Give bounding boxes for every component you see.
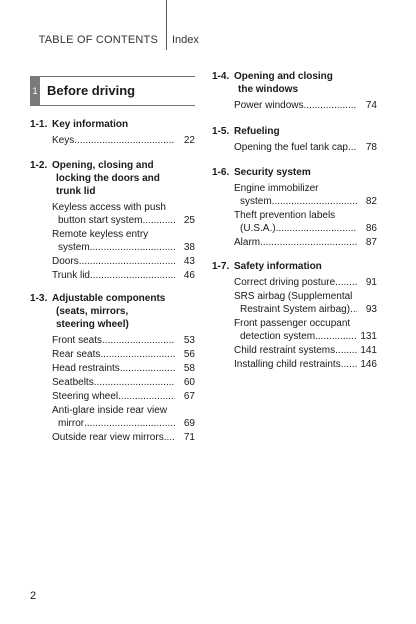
- section-number: 1-4.: [212, 71, 230, 82]
- dot-leader: [341, 358, 357, 371]
- section-number: 1-3.: [30, 293, 48, 304]
- entry-text: Theft prevention labels: [234, 210, 336, 221]
- section-heading: [30, 292, 195, 331]
- entry-page-number: 74: [365, 100, 377, 111]
- entry-text: mirror: [58, 418, 85, 429]
- entry-list: [212, 99, 377, 112]
- entry-line: [52, 334, 195, 347]
- entry-text: system: [58, 242, 90, 253]
- dot-leader: [90, 241, 175, 254]
- entry-text: Remote keyless entry: [52, 229, 149, 240]
- toc-entry[interactable]: [212, 99, 377, 112]
- entry-text: Rear seats: [52, 349, 101, 360]
- entry-page-number: 93: [365, 304, 377, 315]
- entry-page-number: 38: [183, 242, 195, 253]
- toc-entry[interactable]: [30, 431, 195, 444]
- section-title: [52, 118, 195, 131]
- entry-page-number: 146: [360, 359, 377, 370]
- section-number: 1-6.: [212, 167, 230, 178]
- index-link[interactable]: Index: [172, 34, 199, 46]
- dot-leader: [90, 269, 175, 282]
- section-1-3: [30, 292, 195, 445]
- dot-leader: [303, 99, 357, 112]
- entry-text: SRS airbag (Supplemental: [234, 291, 353, 302]
- section-title-line: Key information: [52, 119, 129, 130]
- entry-page-number: 91: [365, 277, 377, 288]
- entry-text: Installing child restraints: [234, 359, 341, 370]
- dot-leader: [335, 344, 357, 357]
- entry-text: Trunk lid: [52, 270, 90, 281]
- dot-leader: [142, 214, 175, 227]
- dot-leader: [276, 222, 357, 235]
- entry-line: [52, 255, 195, 268]
- entry-page-number: 141: [360, 345, 377, 356]
- entry-line: [234, 358, 377, 371]
- toc-entry[interactable]: [212, 236, 377, 249]
- entry-list: [212, 141, 377, 154]
- page-number: 2: [30, 590, 37, 602]
- entry-text: Front passenger occupant: [234, 318, 351, 329]
- entry-line: [234, 276, 377, 289]
- section-title-line: the windows: [238, 84, 298, 95]
- toc-entry[interactable]: [212, 276, 377, 289]
- toc-label[interactable]: TABLE OF CONTENTS: [38, 34, 158, 46]
- entry-text: Outside rear view mirrors: [52, 432, 164, 443]
- entry-list: [212, 276, 377, 371]
- entry-line: [234, 222, 377, 235]
- section-1-1: [30, 118, 195, 148]
- dot-leader: [74, 134, 175, 147]
- section-heading: [212, 70, 377, 96]
- entry-line: [234, 195, 377, 208]
- entry-line: [52, 362, 195, 375]
- entry-text: Head restraints: [52, 363, 120, 374]
- entry-line: [52, 376, 195, 389]
- entry-text: Engine immobilizer: [234, 183, 319, 194]
- entry-text: Opening the fuel tank cap: [234, 142, 348, 153]
- entry-page-number: 60: [183, 377, 195, 388]
- section-heading: [212, 125, 377, 138]
- entry-page-number: 82: [365, 196, 377, 207]
- toc-entry[interactable]: [212, 182, 377, 208]
- entry-text: Anti-glare inside rear view: [52, 405, 168, 416]
- section-1-6: [212, 166, 377, 250]
- dot-leader: [100, 348, 175, 361]
- section-number: 1-7.: [212, 261, 230, 272]
- entry-page-number: 87: [365, 237, 377, 248]
- toc-entry[interactable]: [30, 348, 195, 361]
- section-title-line: steering wheel): [56, 319, 129, 330]
- entry-page-number: 58: [183, 363, 195, 374]
- entry-list: [30, 201, 195, 282]
- entry-text: Steering wheel: [52, 391, 119, 402]
- entry-line: [52, 269, 195, 282]
- entry-text: Restraint System airbag): [240, 304, 351, 315]
- entry-line: [234, 99, 377, 112]
- dot-leader: [120, 362, 175, 375]
- entry-page-number: 86: [365, 223, 377, 234]
- entry-list: [30, 334, 195, 444]
- dot-leader: [164, 431, 175, 444]
- section-heading: [212, 166, 377, 179]
- entry-text: detection system: [240, 331, 316, 342]
- entry-text: Doors: [52, 256, 79, 267]
- dot-leader: [84, 417, 175, 430]
- section-1-4: [212, 70, 377, 113]
- dot-leader: [260, 236, 357, 249]
- section-title-line: Opening, closing and: [52, 160, 154, 171]
- section-number: 1-2.: [30, 160, 48, 171]
- toc-entry[interactable]: [212, 358, 377, 371]
- entry-line: [234, 303, 377, 316]
- dot-leader: [102, 334, 175, 347]
- entry-page-number: 131: [360, 331, 377, 342]
- toc-entry[interactable]: [212, 141, 377, 154]
- section-title: [52, 159, 195, 198]
- entry-page-number: 46: [183, 270, 195, 281]
- section-title: [234, 166, 377, 179]
- entry-text: button start system: [58, 215, 143, 226]
- entry-line: [52, 431, 195, 444]
- section-number: 1-5.: [212, 126, 230, 137]
- section-title-line: locking the doors and: [56, 173, 160, 184]
- toc-entry[interactable]: [30, 228, 195, 254]
- section-title-line: Refueling: [234, 126, 280, 137]
- dot-leader: [272, 195, 357, 208]
- toc-entry[interactable]: [212, 290, 377, 316]
- entry-line: [52, 241, 195, 254]
- chapter-tab: [30, 76, 195, 106]
- entry-text: Power windows: [234, 100, 304, 111]
- entry-page-number: 43: [183, 256, 195, 267]
- entry-line: [52, 417, 195, 430]
- entry-line: [234, 330, 377, 343]
- section-title: [234, 70, 377, 96]
- toc-entry[interactable]: [30, 269, 195, 282]
- section-title: [234, 125, 377, 138]
- entry-line: [52, 348, 195, 361]
- section-title-line: Security system: [234, 167, 311, 178]
- section-heading: [30, 159, 195, 198]
- toc-entry[interactable]: [30, 390, 195, 403]
- section-number: 1-1.: [30, 119, 48, 130]
- entry-text: (U.S.A.): [240, 223, 276, 234]
- entry-list: [212, 182, 377, 249]
- toc-entry[interactable]: [30, 376, 195, 389]
- section-title: [52, 292, 195, 331]
- entry-text: Keyless access with push: [52, 202, 166, 213]
- section-title-line: Adjustable components: [52, 293, 166, 304]
- section-title: [234, 260, 377, 273]
- entry-page-number: 78: [365, 142, 377, 153]
- toc-entry[interactable]: [30, 255, 195, 268]
- entry-text: Child restraint systems: [234, 345, 336, 356]
- section-1-2: [30, 159, 195, 283]
- chapter-title: Before driving: [47, 83, 136, 98]
- section-title-line: (seats, mirrors,: [56, 306, 129, 317]
- dot-leader: [335, 276, 357, 289]
- entry-page-number: 22: [183, 135, 195, 146]
- section-1-7: [212, 260, 377, 372]
- toc-entry[interactable]: [212, 209, 377, 235]
- entry-line: [234, 236, 377, 249]
- dot-leader: [94, 376, 175, 389]
- section-heading: [30, 118, 195, 131]
- entry-line: [234, 141, 377, 154]
- entry-text: Correct driving posture: [234, 277, 336, 288]
- section-heading: [212, 260, 377, 273]
- entry-line: [52, 390, 195, 403]
- entry-page-number: 56: [183, 349, 195, 360]
- dot-leader: [350, 303, 357, 316]
- entry-list: [30, 134, 195, 147]
- dot-leader: [348, 141, 357, 154]
- chapter-number: 1: [30, 77, 40, 105]
- toc-entry[interactable]: [212, 344, 377, 357]
- entry-text: Alarm: [234, 237, 261, 248]
- dot-leader: [118, 390, 175, 403]
- entry-page-number: 25: [183, 215, 195, 226]
- header-divider: [166, 0, 167, 50]
- entry-page-number: 53: [183, 335, 195, 346]
- toc-entry[interactable]: [30, 404, 195, 430]
- dot-leader: [315, 330, 357, 343]
- entry-text: system: [240, 196, 272, 207]
- entry-line: [52, 214, 195, 227]
- section-title-line: trunk lid: [56, 186, 96, 197]
- entry-page-number: 67: [183, 391, 195, 402]
- dot-leader: [79, 255, 175, 268]
- toc-entry[interactable]: [30, 362, 195, 375]
- entry-text: Keys: [52, 135, 75, 146]
- page-header: [0, 0, 416, 50]
- section-title-line: Safety information: [234, 261, 322, 272]
- toc-entry[interactable]: [212, 317, 377, 343]
- toc-entry[interactable]: [30, 334, 195, 347]
- entry-page-number: 69: [183, 418, 195, 429]
- section-1-5: [212, 125, 377, 155]
- entry-line: [234, 344, 377, 357]
- entry-line: [52, 134, 195, 147]
- section-title-line: Opening and closing: [234, 71, 333, 82]
- entry-text: Seatbelts: [52, 377, 94, 388]
- entry-page-number: 71: [183, 432, 195, 443]
- entry-text: Front seats: [52, 335, 103, 346]
- toc-entry[interactable]: [30, 201, 195, 227]
- toc-entry[interactable]: [30, 134, 195, 147]
